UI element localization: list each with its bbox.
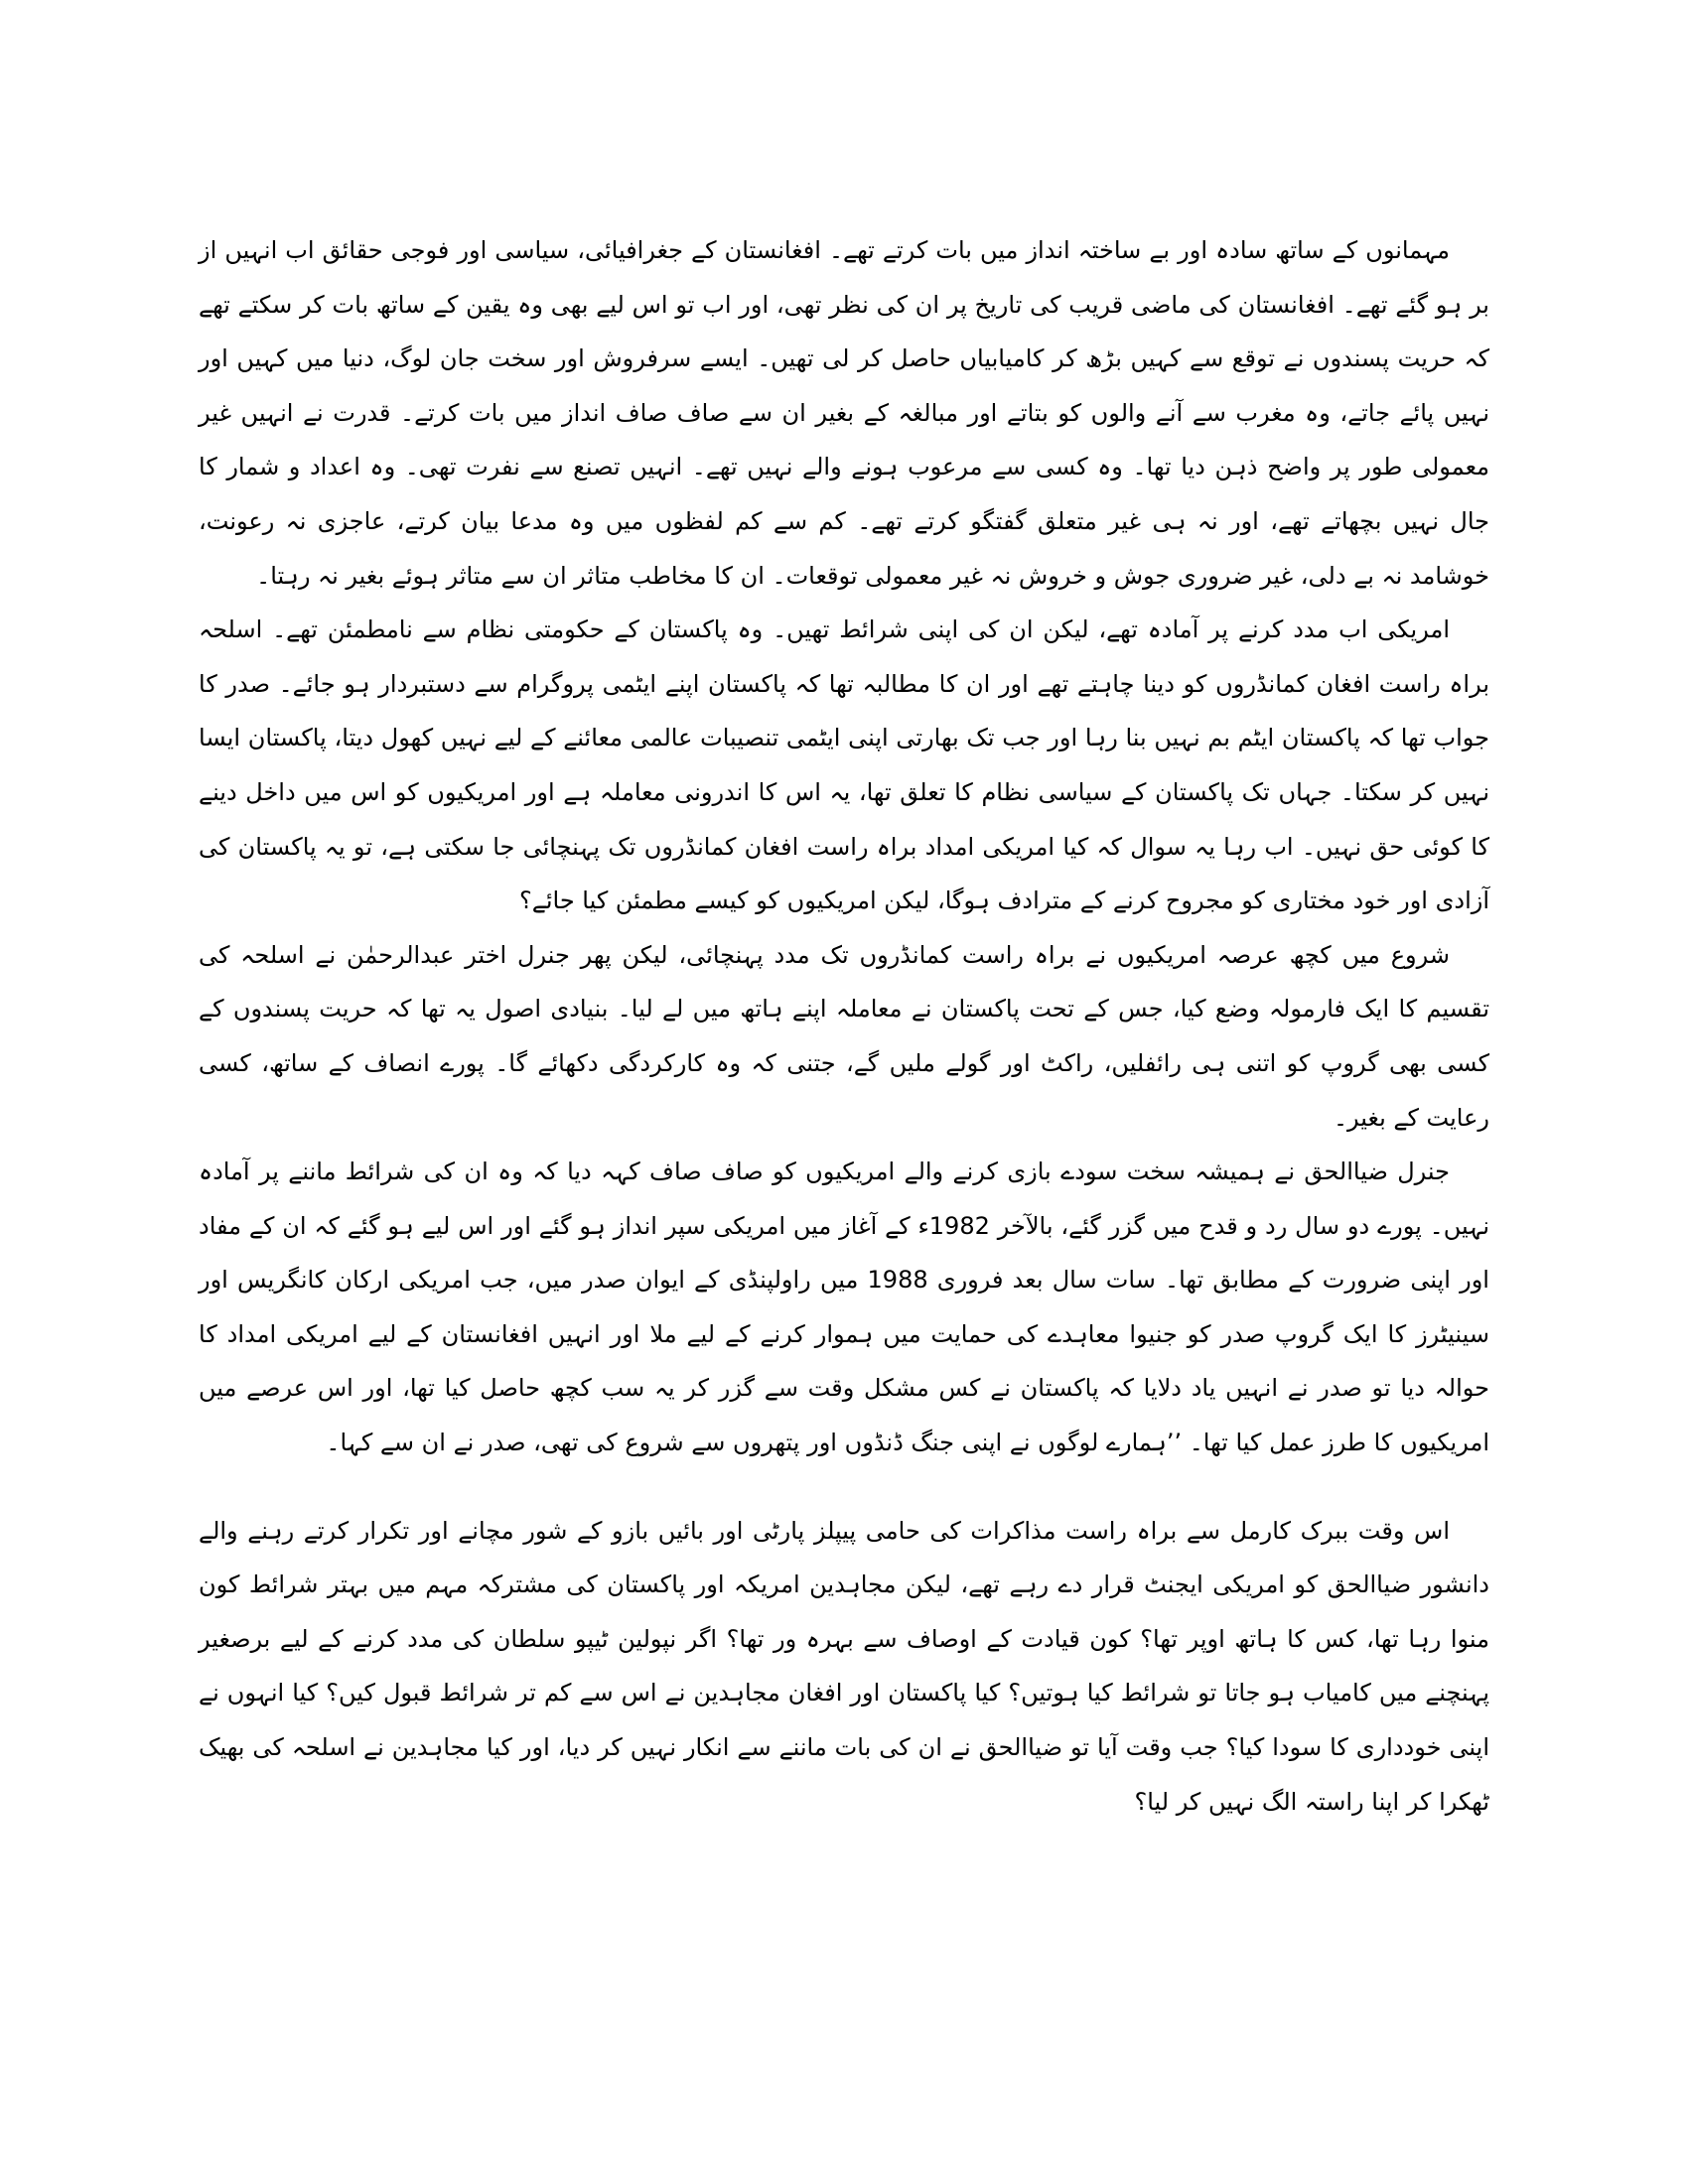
paragraph-3: شروع میں کچھ عرصہ امریکیوں نے براہ راست کمانڈروں تک مدد پہنچائی، لیکن پھر جنرل اختر عبدالرحمٰن نے اسلحہ کی تقسیم کا ایک فارمولہ وضع کیا، جس کے تحت پاکستان نے معاملہ اپنے ہاتھ میں لے لیا۔ بنیادی اصول یہ تھا کہ حریت پسندوں کے کسی بھی گروپ کو اتنی ہی رائفلیں، راکٹ اور گولے ملیں گے، جتنی کہ وہ کارکردگی دکھائے گا۔ پورے انصاف کے ساتھ، کسی رعایت کے بغیر۔ [199, 940, 1489, 1132]
paragraph-1: مہمانوں کے ساتھ سادہ اور بے ساختہ انداز میں بات کرتے تھے۔ افغانستان کے جغرافیائی، سیاسی اور فوجی حقائق اب انہیں از بر ہو گئے تھے۔ افغانستان کی ماضی قریب کی تاریخ پر ان کی نظر تھی، اور اب تو اس لیے بھی وہ یقین کے ساتھ بات کر سکتے تھے کہ حریت پسندوں نے توقع سے کہیں بڑھ کر کامیابیاں حاصل کر لی تھیں۔ ایسے سرفروش اور سخت جان لوگ، دنیا میں کہیں اور نہیں پائے جاتے، وہ مغرب سے آنے والوں کو بتاتے اور مبالغہ کے بغیر ان سے صاف صاف انداز میں بات کرتے۔ قدرت نے انہیں غیر معمولی طور پر واضح ذہن دیا تھا۔ وہ کسی سے مرعوب ہونے والے نہیں تھے۔ انہیں تصنع سے نفرت تھی۔ وہ اعداد و شمار کا جال نہیں بچھاتے تھے، اور نہ ہی غیر متعلق گفتگو کرتے تھے۔ کم سے کم لفظوں میں وہ مدعا بیان کرتے، عاجزی نہ رعونت، خوشامد نہ بے دلی، غیر ضروری جوش و خروش نہ غیر معمولی توقعات۔ ان کا مخاطب متاثر ان سے متاثر ہوئے بغیر نہ رہتا۔ [199, 236, 1489, 590]
paragraph-2: امریکی اب مدد کرنے پر آمادہ تھے، لیکن ان کی اپنی شرائط تھیں۔ وہ پاکستان کے حکومتی نظام سے نامطمئن تھے۔ اسلحہ براہ راست افغان کمانڈروں کو دینا چاہتے تھے اور ان کا مطالبہ تھا کہ پاکستان اپنے ایٹمی پروگرام سے دستبردار ہو جائے۔ صدر کا جواب تھا کہ پاکستان ایٹم بم نہیں بنا رہا اور جب تک بھارتی اپنی ایٹمی تنصیبات عالمی معائنے کے لیے نہیں کھول دیتا، پاکستان ایسا نہیں کر سکتا۔ جہاں تک پاکستان کے سیاسی نظام کا تعلق تھا، یہ اس کا اندرونی معاملہ ہے اور امریکیوں کو اس میں داخل دینے کا کوئی حق نہیں۔ اب رہا یہ سوال کہ کیا امریکی امداد براہ راست افغان کمانڈروں تک پہنچائی جا سکتی ہے، تو یہ پاکستان کی آزادی اور خود مختاری کو مجروح کرنے کے مترادف ہوگا، لیکن امریکیوں کو کیسے مطمئن کیا جائے؟ [199, 615, 1489, 915]
paragraph-5: اس وقت ببرک کارمل سے براہ راست مذاکرات کی حامی پیپلز پارٹی اور بائیں بازو کے شور مچانے اور تکرار کرتے رہنے والے دانشور ضیاالحق کو امریکی ایجنٹ قرار دے رہے تھے، لیکن مجاہدین امریکہ اور پاکستان کی مشترکہ مہم میں بہتر شرائط کون منوا رہا تھا، کس کا ہاتھ اوپر تھا؟ کون قیادت کے اوصاف سے بہرہ ور تھا؟ اگر نپولین ٹیپو سلطان کی مدد کرنے کے لیے برصغیر پہنچنے میں کامیاب ہو جاتا تو شرائط کیا ہوتیں؟ کیا پاکستان اور افغان مجاہدین نے اس سے کم تر شرائط قبول کیں؟ کیا انہوں نے اپنی خودداری کا سودا کیا؟ جب وقت آیا تو ضیاالحق نے ان کی بات ماننے سے انکار نہیں کر دیا، اور کیا مجاہدین نے اسلحہ کی بھیک ٹھکرا کر اپنا راستہ الگ نہیں کر لیا؟ [199, 1516, 1489, 1816]
paragraph-4: جنرل ضیاالحق نے ہمیشہ سخت سودے بازی کرنے والے امریکیوں کو صاف صاف کہہ دیا کہ وہ ان کی شرائط ماننے پر آمادہ نہیں۔ پورے دو سال رد و قدح میں گزر گئے، بالآخر 1982ء کے آغاز میں امریکی سپر انداز ہو گئے اور اس لیے ہو گئے کہ ان کے مفاد اور اپنی ضرورت کے مطابق تھا۔ سات سال بعد فروری 1988 میں راولپنڈی کے ایوان صدر میں، جب امریکی ارکان کانگریس اور سینیٹرز کا ایک گروپ صدر کو جنیوا معاہدے کی حمایت میں ہموار کرنے کے لیے ملا اور انہیں افغانستان کے لیے امریکی امداد کا حوالہ دیا تو صدر نے انہیں یاد دلایا کہ پاکستان نے کس مشکل وقت سے گزر کر یہ سب کچھ حاصل کیا تھا، اور اس عرصے میں امریکیوں کا طرز عمل کیا تھا۔ ’’ہمارے لوگوں نے اپنی جنگ ڈنڈوں اور پتھروں سے شروع کی تھی، صدر نے ان سے کہا۔ [199, 1158, 1489, 1457]
body-text [199, 223, 1489, 1829]
